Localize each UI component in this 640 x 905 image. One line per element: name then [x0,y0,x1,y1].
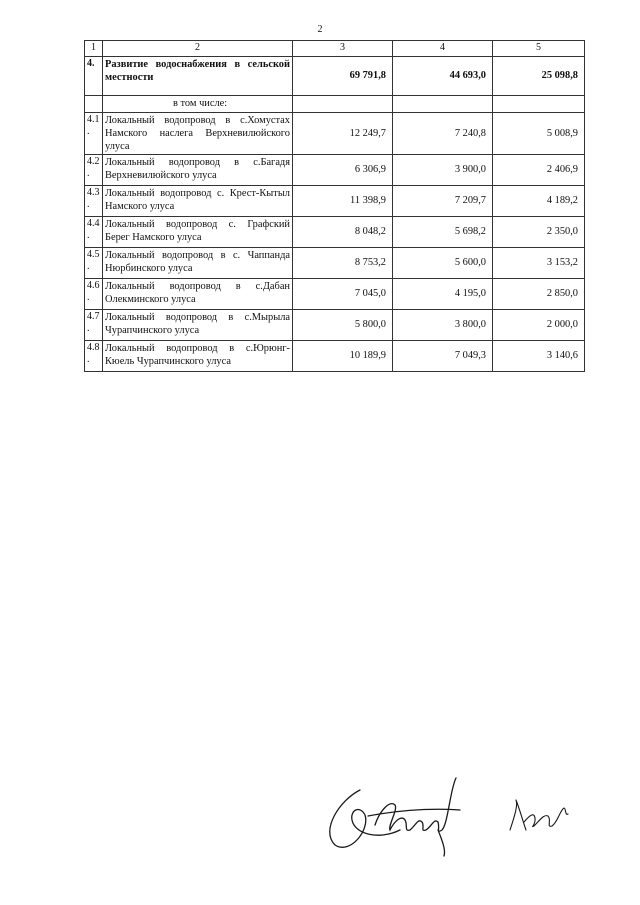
value-col3: 69 791,8 [293,56,393,95]
value-col5: 3 140,6 [493,340,585,371]
value-col4: 3 800,0 [393,309,493,340]
table-row [85,185,585,216]
row-number: 4.4 . [85,216,103,247]
value-col3: 7 045,0 [293,278,393,309]
table-row [85,154,585,185]
signature-1 [330,778,460,856]
empty-cell [85,95,103,112]
value-col3: 12 249,7 [293,112,393,154]
subheading: в том числе: [103,95,293,112]
row-number: 4.6 . [85,278,103,309]
empty-cell [293,95,393,112]
value-col5: 4 189,2 [493,185,585,216]
table-row [85,309,585,340]
table-row [85,216,585,247]
signature-2 [510,800,568,830]
row-number: 4.1 . [85,112,103,154]
value-col3: 8 048,2 [293,216,393,247]
value-col5: 25 098,8 [493,56,585,95]
column-number: 4 [393,41,493,57]
value-col5: 3 153,2 [493,247,585,278]
row-name: Локальный водопровод в с.Юрюнг-Кюель Чурапчинского улуса [103,340,293,371]
row-name: Локальный водопровод в с. Чаппанда Нюрбинского улуса [103,247,293,278]
value-col4: 7 240,8 [393,112,493,154]
signatures [320,770,580,860]
column-number: 5 [493,41,585,57]
row-name: Локальный водопровод в с.Мырыла Чурапчинского улуса [103,309,293,340]
table-row [85,340,585,371]
total-row [85,56,585,95]
row-name: Локальный водопровод с. Графский Берег Намского улуса [103,216,293,247]
subheading-row [85,95,585,112]
column-number: 1 [85,41,103,57]
value-col5: 2 000,0 [493,309,585,340]
row-number: 4.3 . [85,185,103,216]
row-name: Локальный водопровод в с.Хомустах Намского наслега Верхневилюйского улуса [103,112,293,154]
column-number: 3 [293,41,393,57]
row-name: Локальный водопровод в с.Дабан Олекминского улуса [103,278,293,309]
value-col4: 44 693,0 [393,56,493,95]
value-col3: 8 753,2 [293,247,393,278]
table-row [85,278,585,309]
row-number: 4.2 . [85,154,103,185]
value-col5: 2 850,0 [493,278,585,309]
budget-table [84,40,585,372]
value-col3: 5 800,0 [293,309,393,340]
value-col5: 2 406,9 [493,154,585,185]
row-number: 4. [85,56,103,95]
empty-cell [493,95,585,112]
column-number-row [85,41,585,57]
value-col3: 10 189,9 [293,340,393,371]
value-col4: 5 698,2 [393,216,493,247]
table-row [85,247,585,278]
value-col5: 2 350,0 [493,216,585,247]
row-name: Развитие водоснабжения в сельской местности [103,56,293,95]
value-col4: 3 900,0 [393,154,493,185]
value-col4: 7 209,7 [393,185,493,216]
value-col3: 11 398,9 [293,185,393,216]
value-col4: 5 600,0 [393,247,493,278]
row-number: 4.7 . [85,309,103,340]
table-row [85,112,585,154]
value-col4: 7 049,3 [393,340,493,371]
value-col5: 5 008,9 [493,112,585,154]
row-number: 4.8 . [85,340,103,371]
value-col4: 4 195,0 [393,278,493,309]
value-col3: 6 306,9 [293,154,393,185]
row-number: 4.5 . [85,247,103,278]
column-number: 2 [103,41,293,57]
page-number: 2 [317,24,323,35]
row-name: Локальный водопровод в с.Багадя Верхневилюйского улуса [103,154,293,185]
empty-cell [393,95,493,112]
row-name: Локальный водопровод с. Крест-Кытыл Намского улуса [103,185,293,216]
